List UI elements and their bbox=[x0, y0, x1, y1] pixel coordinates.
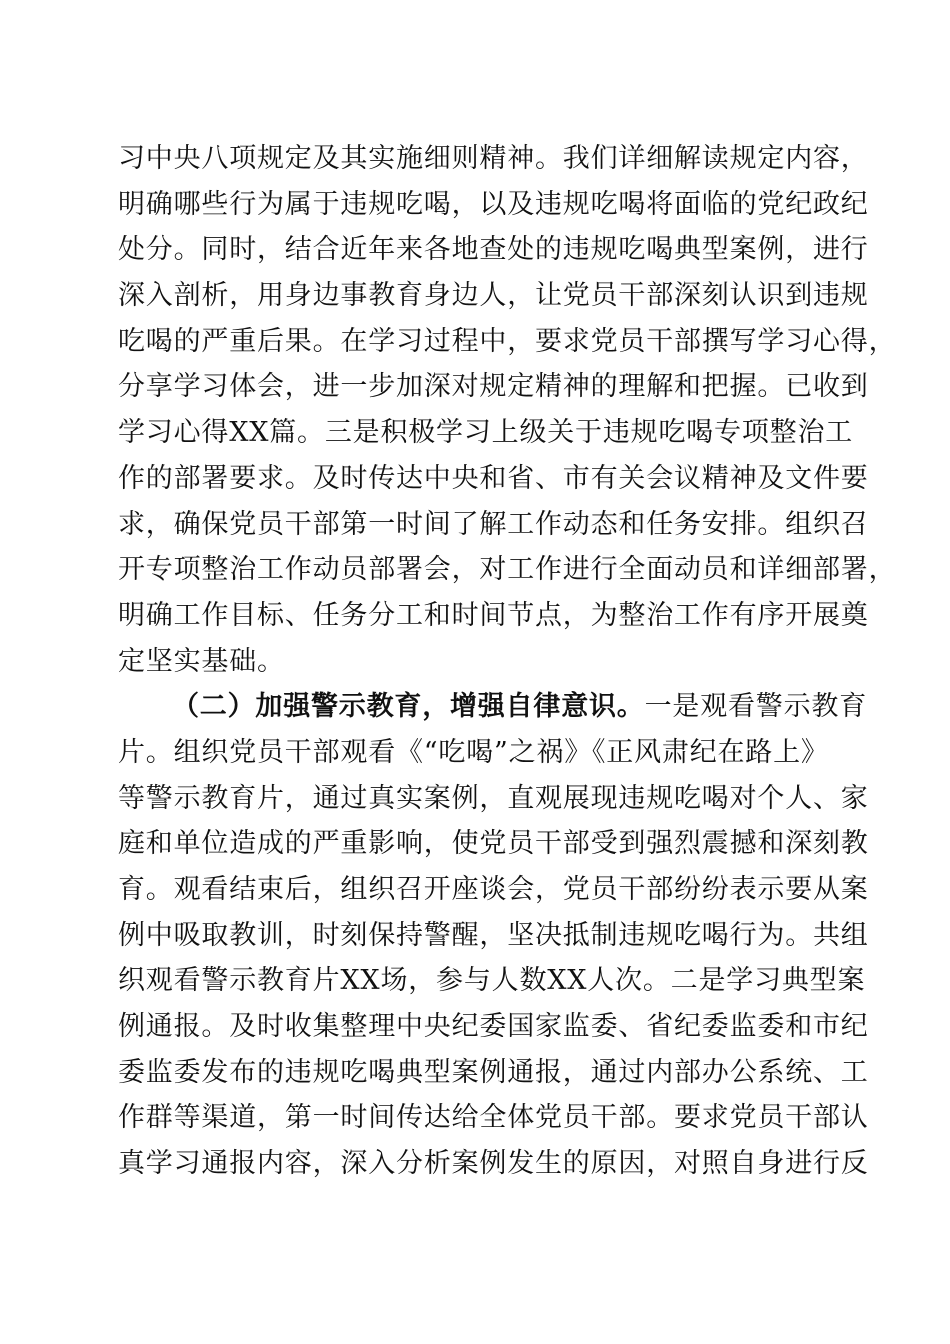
text-line: 分享学习体会，进一步加深对规定精神的理解和把握。已收到 bbox=[118, 371, 869, 403]
text-line: 明确工作目标、任务分工和时间节点，为整治工作有序开展奠 bbox=[118, 599, 869, 631]
text-line: 作群等渠道，第一时间传达给全体党员干部。要求党员干部认 bbox=[118, 1102, 869, 1134]
text-line: 织观看警示教育片XX场，参与人数XX人次。二是学习典型案 bbox=[118, 965, 866, 997]
text-line: 处分。同时，结合近年来各地查处的违规吃喝典型案例，进行 bbox=[118, 234, 869, 266]
paragraph-2 bbox=[118, 684, 869, 1187]
text-line: 委监委发布的违规吃喝典型案例通报，通过内部办公系统、工 bbox=[118, 1056, 869, 1088]
text-line: 开专项整治工作动员部署会，对工作进行全面动员和详细部署， bbox=[118, 554, 897, 586]
section-heading: （二）加强警示教育，增强自律意识。 bbox=[172, 691, 645, 723]
text-line: 深入剖析，用身边事教育身边人，让党员干部深刻认识到违规 bbox=[118, 280, 869, 312]
text-line bbox=[118, 684, 868, 730]
text-line: 明确哪些行为属于违规吃喝，以及违规吃喝将面临的党纪政纪 bbox=[118, 188, 869, 220]
document-body bbox=[118, 136, 897, 1187]
text-line: 吃喝的严重后果。在学习过程中，要求党员干部撰写学习心得， bbox=[118, 325, 897, 357]
heading-line-rest: 一是观看警示教育 bbox=[644, 691, 868, 723]
text-line: 定坚实基础。 bbox=[118, 645, 285, 677]
text-line: 等警示教育片，通过真实案例，直观展现违规吃喝对个人、家 bbox=[118, 782, 869, 814]
text-line: 庭和单位造成的严重影响，使党员干部受到强烈震撼和深刻教 bbox=[118, 828, 869, 860]
text-line: 作的部署要求。及时传达中央和省、市有关会议精神及文件要 bbox=[118, 462, 869, 494]
text-line: 片。组织党员干部观看《“吃喝”之祸》《正风肃纪在路上》 bbox=[118, 736, 829, 768]
text-line: 例中吸取教训，时刻保持警醒，坚决抵制违规吃喝行为。共组 bbox=[118, 919, 869, 951]
text-line: 真学习通报内容，深入分析案例发生的原因，对照自身进行反 bbox=[118, 1148, 869, 1180]
text-line: 例通报。及时收集整理中央纪委国家监委、省纪委监委和市纪 bbox=[118, 1011, 869, 1043]
text-line: 求，确保党员干部第一时间了解工作动态和任务安排。组织召 bbox=[118, 508, 869, 540]
text-line: 育。观看结束后，组织召开座谈会，党员干部纷纷表示要从案 bbox=[118, 874, 869, 905]
text-line: 习中央八项规定及其实施细则精神。我们详细解读规定内容， bbox=[118, 143, 869, 174]
text-line: 学习心得XX篇。三是积极学习上级关于违规吃喝专项整治工 bbox=[118, 417, 854, 449]
paragraph-1 bbox=[118, 136, 897, 684]
